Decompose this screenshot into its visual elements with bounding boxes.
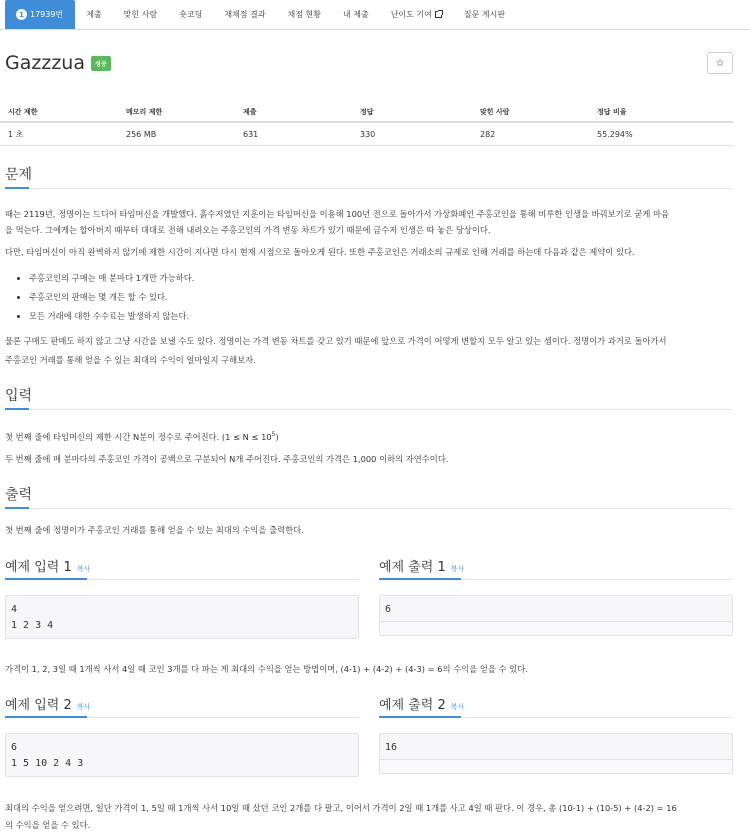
example-output-2-box[interactable] [379,733,733,774]
list-item: • 모든 거래에 대한 수수료는 발생하지 않는다. [29,307,194,326]
tab-question-board[interactable]: 질문 게시판 [463,10,506,19]
example-1-explanation: 가격이 1, 2, 3일 때 1개씩 사서 4일 때 코인 3개를 다 파는 게 최대의 수익을 얻는 방법이며, (4-1) + (4-2) + (4-3) = 6의 수익을 얻을 수 있다. [5,664,528,674]
example-2-explanation-line2: 의 수익을 얻을 수 있다. [5,820,91,830]
example-input-1-box[interactable] [5,595,359,639]
header-accepted: 정답 [360,107,374,116]
description-p1-line1: 때는 2119년, 정명이는 드디어 타임머신을 개발했다. 흙수저였던 지훈이는 타임머신을 이용해 100년 전으로 돌아가서 가상화폐인 주홍코인을 통해 비루한 인생을 바꿔보기로 굳게 마음 [5,209,670,219]
problem-number-icon: 1 [16,9,27,20]
example-accent [5,716,87,718]
code-line: 1 5 10 2 4 3 [11,758,84,769]
section-accent [5,187,29,189]
table-row [0,123,733,146]
section-accent [5,408,29,410]
code-line: 6 [385,604,392,615]
memory-limit-value: 256 MB [126,129,157,139]
example-output-1-box[interactable] [379,595,733,636]
page-title: Gazzzua [5,52,85,74]
example-output-2-title [379,694,464,713]
section-title-description: 문제 [5,167,33,183]
star-icon: ☆ [715,57,725,69]
code-line: 6 [11,742,18,753]
tab-status[interactable]: 채점 현황 [287,10,321,19]
copy-button[interactable]: 복사 [76,703,91,711]
description-p2: 다만, 타임머신이 아직 완벽하지 않기에 제한 시간이 지나면 다시 현재 시점으로 돌아오게 된다. 또한 주홍코인은 거래소의 규제로 인해 거래를 하는데 다음과 같은 제약이 있다. [5,247,635,257]
example-title-text: 예제 출력 1 [379,560,446,575]
input-line1-text: 첫 번째 줄에 타임머신의 제한 시간 N분이 정수로 주어진다. (1 ≤ N ≤ 10 [5,431,272,442]
problem-menu-tabs [0,0,750,30]
code-line: 4 [11,604,18,615]
example-input-1-title [5,556,90,575]
list-item: • 주홍코인의 구매는 매 분마다 1개만 가능하다. [29,269,194,288]
title-row [5,52,111,74]
output-line1: 첫 번째 줄에 정명이가 주홍코인 거래를 통해 얻을 수 있는 최대의 수익을 출력한다. [5,525,304,535]
tab-label: 난이도 기여 [390,10,432,19]
section-title-input: 입력 [5,388,33,404]
code-box-footer [380,759,732,773]
header-submissions: 제출 [243,107,257,116]
external-link-icon [435,11,442,18]
time-limit-value: 1 초 [8,129,24,139]
example-accent [5,578,87,580]
constraint-list [17,269,194,326]
header-time-limit: 시간 제한 [8,107,38,116]
tab-solved-users[interactable]: 맞힌 사람 [123,10,158,19]
input-line1-sup: 5 [271,431,276,438]
example-title-text: 예제 입력 1 [5,560,72,575]
description-p1-line2: 을 먹는다. 그에게는 할아버지 때부터 대대로 전해 내려오는 주홍코인의 가격 변동 차트가 있기 때문에 금수저 인생은 따 놓은 당상이다. [5,225,491,235]
section-accent [5,507,29,509]
code-line: 1 2 3 4 [11,620,54,631]
code-line: 16 [385,742,398,753]
header-accept-ratio: 정답 비율 [597,107,627,116]
example-title-text: 예제 입력 2 [5,698,72,713]
example-title-text: 예제 출력 2 [379,698,446,713]
code-box-footer [380,621,732,635]
tab-my-submissions[interactable]: 내 제출 [342,10,369,19]
tab-problem[interactable] [5,0,75,29]
header-solved-users: 맞힌 사람 [480,107,510,116]
list-item: • 주홍코인의 판매는 몇 개든 할 수 있다. [29,288,194,307]
example-output-1-title [379,556,464,575]
input-line2: 두 번째 줄에 매 분마다의 주홍코인 가격이 공백으로 구분되어 N개 주어진다. 주홍코인의 가격은 1,000 이하의 자연수이다. [5,454,449,464]
example-input-2-title [5,694,90,713]
description-p3-line1: 물론 구매도 판매도 하지 않고 그냥 시간을 보낼 수도 있다. 정명이는 가격 변동 차트를 갖고 있기 때문에 앞으로 가격이 어떻게 변할지 모두 알고 있는 셈이다. 정명이가 과거로 돌아가서 [5,336,667,346]
input-line1-end: ) [275,431,279,442]
copy-button[interactable]: 복사 [450,565,465,573]
tab-label: 17939번 [30,10,64,19]
tab-short-coding[interactable]: 숏코딩 [179,10,203,19]
submissions-value: 631 [243,129,259,139]
table-header-row [0,102,733,123]
input-line1 [5,426,279,446]
tab-submit[interactable]: 제출 [86,10,102,19]
example-2-explanation-line1: 최대의 수익을 얻으려면, 일단 가격이 1, 5일 때 1개씩 사서 10일 때 샀던 코인 2개를 다 팔고, 이어서 가격이 2일 때 1개를 사고 4일 때 판다. 이 경우, 총 (10-1) + (10-5) + (4-2) = 16 [5,803,677,813]
example-accent [379,716,461,718]
problem-info-table [0,102,733,146]
solved-users-value: 282 [480,129,496,139]
copy-button[interactable]: 복사 [450,703,465,711]
section-title-output: 출력 [5,487,33,503]
status-badge: 성공 [91,56,111,71]
tab-difficulty-contribution[interactable] [380,0,453,29]
section-divider [5,409,733,410]
star-button[interactable] [707,52,733,74]
copy-button[interactable]: 복사 [76,565,91,573]
description-p3-line2: 주홍코인 거래를 통해 얻을 수 있는 최대의 수익이 얼마일지 구해보자. [5,355,256,365]
accepted-value: 330 [360,129,376,139]
section-divider [5,508,733,509]
accept-ratio-value: 55.294% [597,129,633,139]
example-accent [379,578,461,580]
example-input-2-box[interactable] [5,733,359,777]
tab-rejudge-results[interactable]: 재채점 결과 [224,10,266,19]
header-memory-limit: 메모리 제한 [126,107,163,116]
section-divider [5,188,733,189]
